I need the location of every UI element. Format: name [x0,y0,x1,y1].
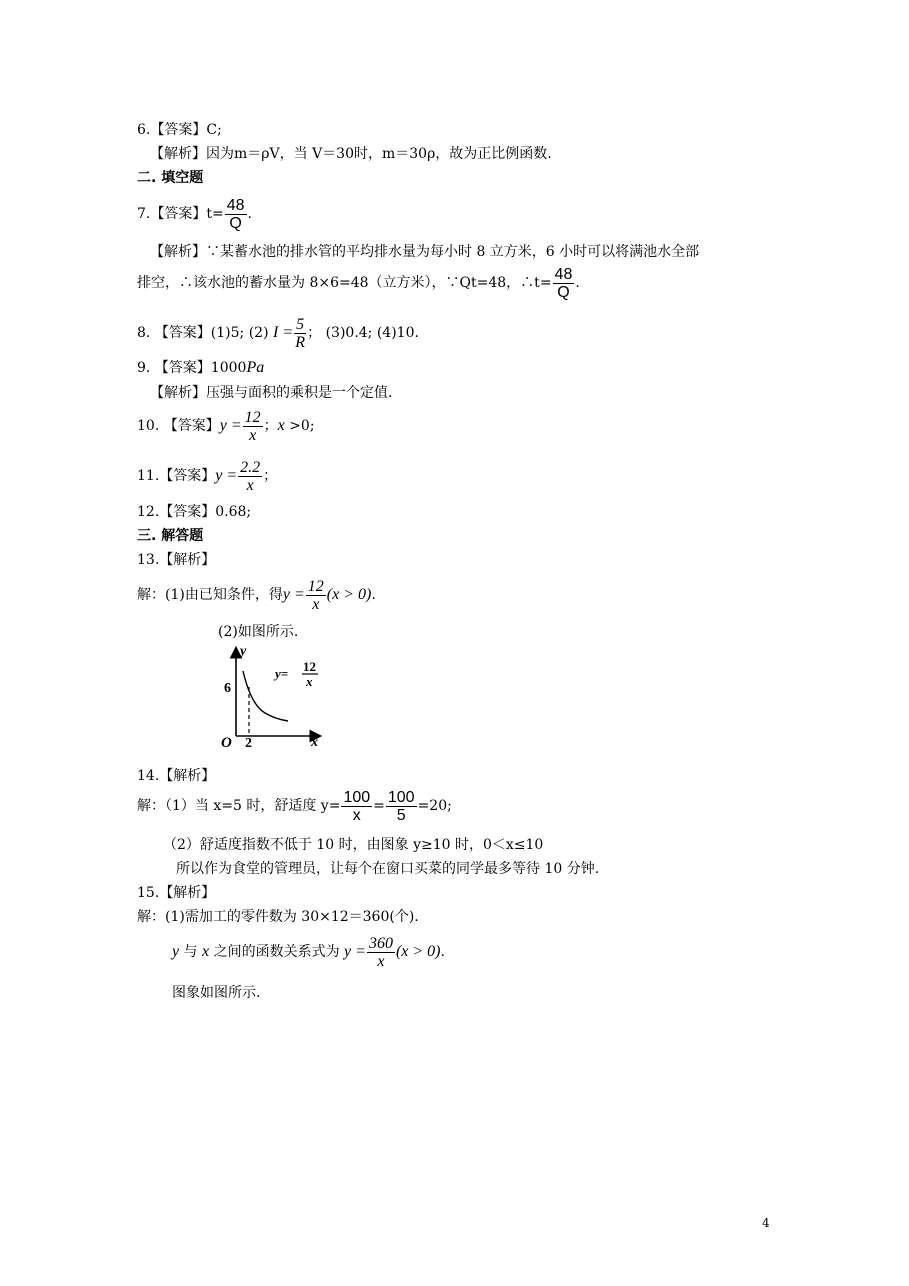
q8-denominator: R [295,333,306,351]
q13-heading: 13.【解析】 [137,552,216,568]
q11-numerator: 2.2 [240,458,261,476]
q11-fraction [238,459,262,494]
q15-fraction [367,935,395,970]
q7-numerator: 48 [226,196,245,214]
q14-denominator-1: x [352,806,361,824]
q7-explanation-text: 排空，∴该水池的蓄水量为 8×6=48（立方米），∵Qt=48，∴t= [137,275,552,291]
q11-denominator: x [246,476,254,494]
q8-formula-lhs: I = [273,324,294,341]
q7-explanation-denominator: Q [557,283,570,301]
q7-answer [137,194,252,234]
q14-equals: = [373,798,385,814]
q15-y: y [172,943,180,960]
q11-formula-lhs: y = [215,467,238,484]
q14-numerator-1: 100 [343,788,371,806]
q15-and: 与 [179,944,203,960]
q14-text: 解：（1）当 x=5 时，舒适度 y= [137,798,341,814]
q8-fraction [294,316,306,351]
q14-denominator-2: 5 [396,806,406,824]
q14-line2: （2）舒适度指数不低于 10 时，由图象 y≥10 时，0＜x≤10 [163,837,544,853]
section-2-heading: 二. 填空题 [137,170,204,186]
graph-curve-label-y: y= [275,666,289,681]
q15-line3: 图象如图所示. [172,985,261,1001]
q10-x: x [277,417,285,434]
q8-numerator: 5 [296,315,305,333]
q7-fraction [225,197,247,232]
section-3-heading: 三. 解答题 [137,528,204,544]
q9-answer [137,359,264,377]
q8-text: 8. 【答案】(1)5; (2) [137,325,273,341]
q14-line1 [137,786,452,826]
graph-curve-label-num: 12 [303,659,316,674]
q10-separator: ； [263,418,278,434]
q13-condition: (x > 0) [326,586,372,603]
q9-unit: Pa [246,359,265,376]
q13-text: 解：(1)由已知条件，得 [137,587,283,603]
q12-answer: 12.【答案】0.68; [137,504,252,520]
graph-origin-label: O [221,735,232,751]
q15-numerator: 360 [368,934,393,952]
q13-fraction [306,578,326,613]
q11-answer [137,456,277,496]
q11-separator: ； [263,468,278,484]
page-number: 4 [762,1216,770,1230]
q7-explanation-line2 [137,263,580,303]
q10-formula-lhs: y = [219,417,242,434]
q15-formula-lhs: y = [344,943,366,960]
q13-numerator: 12 [307,577,324,595]
q10-text: 10. 【答案】 [137,418,220,434]
q10-fraction [243,409,263,444]
q10-numerator: 12 [244,408,261,426]
q9-explanation: 【解析】压强与面积的乘积是一个定值. [150,385,393,401]
q7-answer-prefix: 7.【答案】t= [137,206,224,222]
q9-text: 9. 【答案】1000 [137,360,247,376]
q15-x: x [202,943,210,960]
graph-y-tick: 6 [224,681,231,696]
graph-curve-label-den: x [306,674,313,689]
q15-line2 [172,932,445,972]
q7-explanation-suffix: . [575,275,580,291]
graph-x-label: x [311,735,318,750]
q13-denominator: x [312,595,320,613]
q7-answer-suffix: . [247,206,252,222]
q15-suffix: . [440,944,445,960]
q14-fraction-1 [341,789,372,824]
q15-denominator: x [377,952,385,970]
q14-numerator-2: 100 [387,788,415,806]
q10-denominator: x [249,426,257,444]
q15-text: 之间的函数关系式为 [209,944,345,960]
q13-suffix: . [371,587,376,603]
q7-explanation-numerator: 48 [554,265,573,283]
q13-line2: (2)如图所示. [218,624,299,640]
q6-explanation: 【解析】因为m＝ρV，当 V＝30时，m＝30ρ，故为正比例函数. [150,146,552,162]
q11-text: 11.【答案】 [137,468,216,484]
q6-answer: 6.【答案】C; [137,122,222,138]
q13-graph [215,641,335,751]
q7-explanation-fraction [553,266,575,301]
q15-heading: 15.【解析】 [137,885,216,901]
q14-heading: 14.【解析】 [137,768,216,784]
q8-answer [137,313,419,353]
q15-line1: 解：(1)需加工的零件数为 30×12＝360(个). [137,909,419,925]
q14-fraction-2 [386,789,417,824]
graph-y-label: y [240,644,247,659]
q14-result: =20; [417,798,452,814]
q13-line1 [137,575,376,615]
q7-denominator: Q [229,214,242,232]
q15-condition: (x > 0) [395,943,441,960]
q13-formula-lhs: y = [282,586,305,603]
q7-explanation-line1: 【解析】∵某蓄水池的排水管的平均排水量为每小时 8 立方米，6 小时可以将满池水全部 [150,244,700,260]
graph-x-tick: 2 [245,736,252,751]
q8-rest: ； (3)0.4; (4)10. [307,325,419,341]
q10-condition: >0; [284,418,315,434]
q10-answer [137,406,315,446]
q14-line3: 所以作为食堂的管理员，让每个在窗口买菜的同学最多等待 10 分钟. [176,861,600,877]
